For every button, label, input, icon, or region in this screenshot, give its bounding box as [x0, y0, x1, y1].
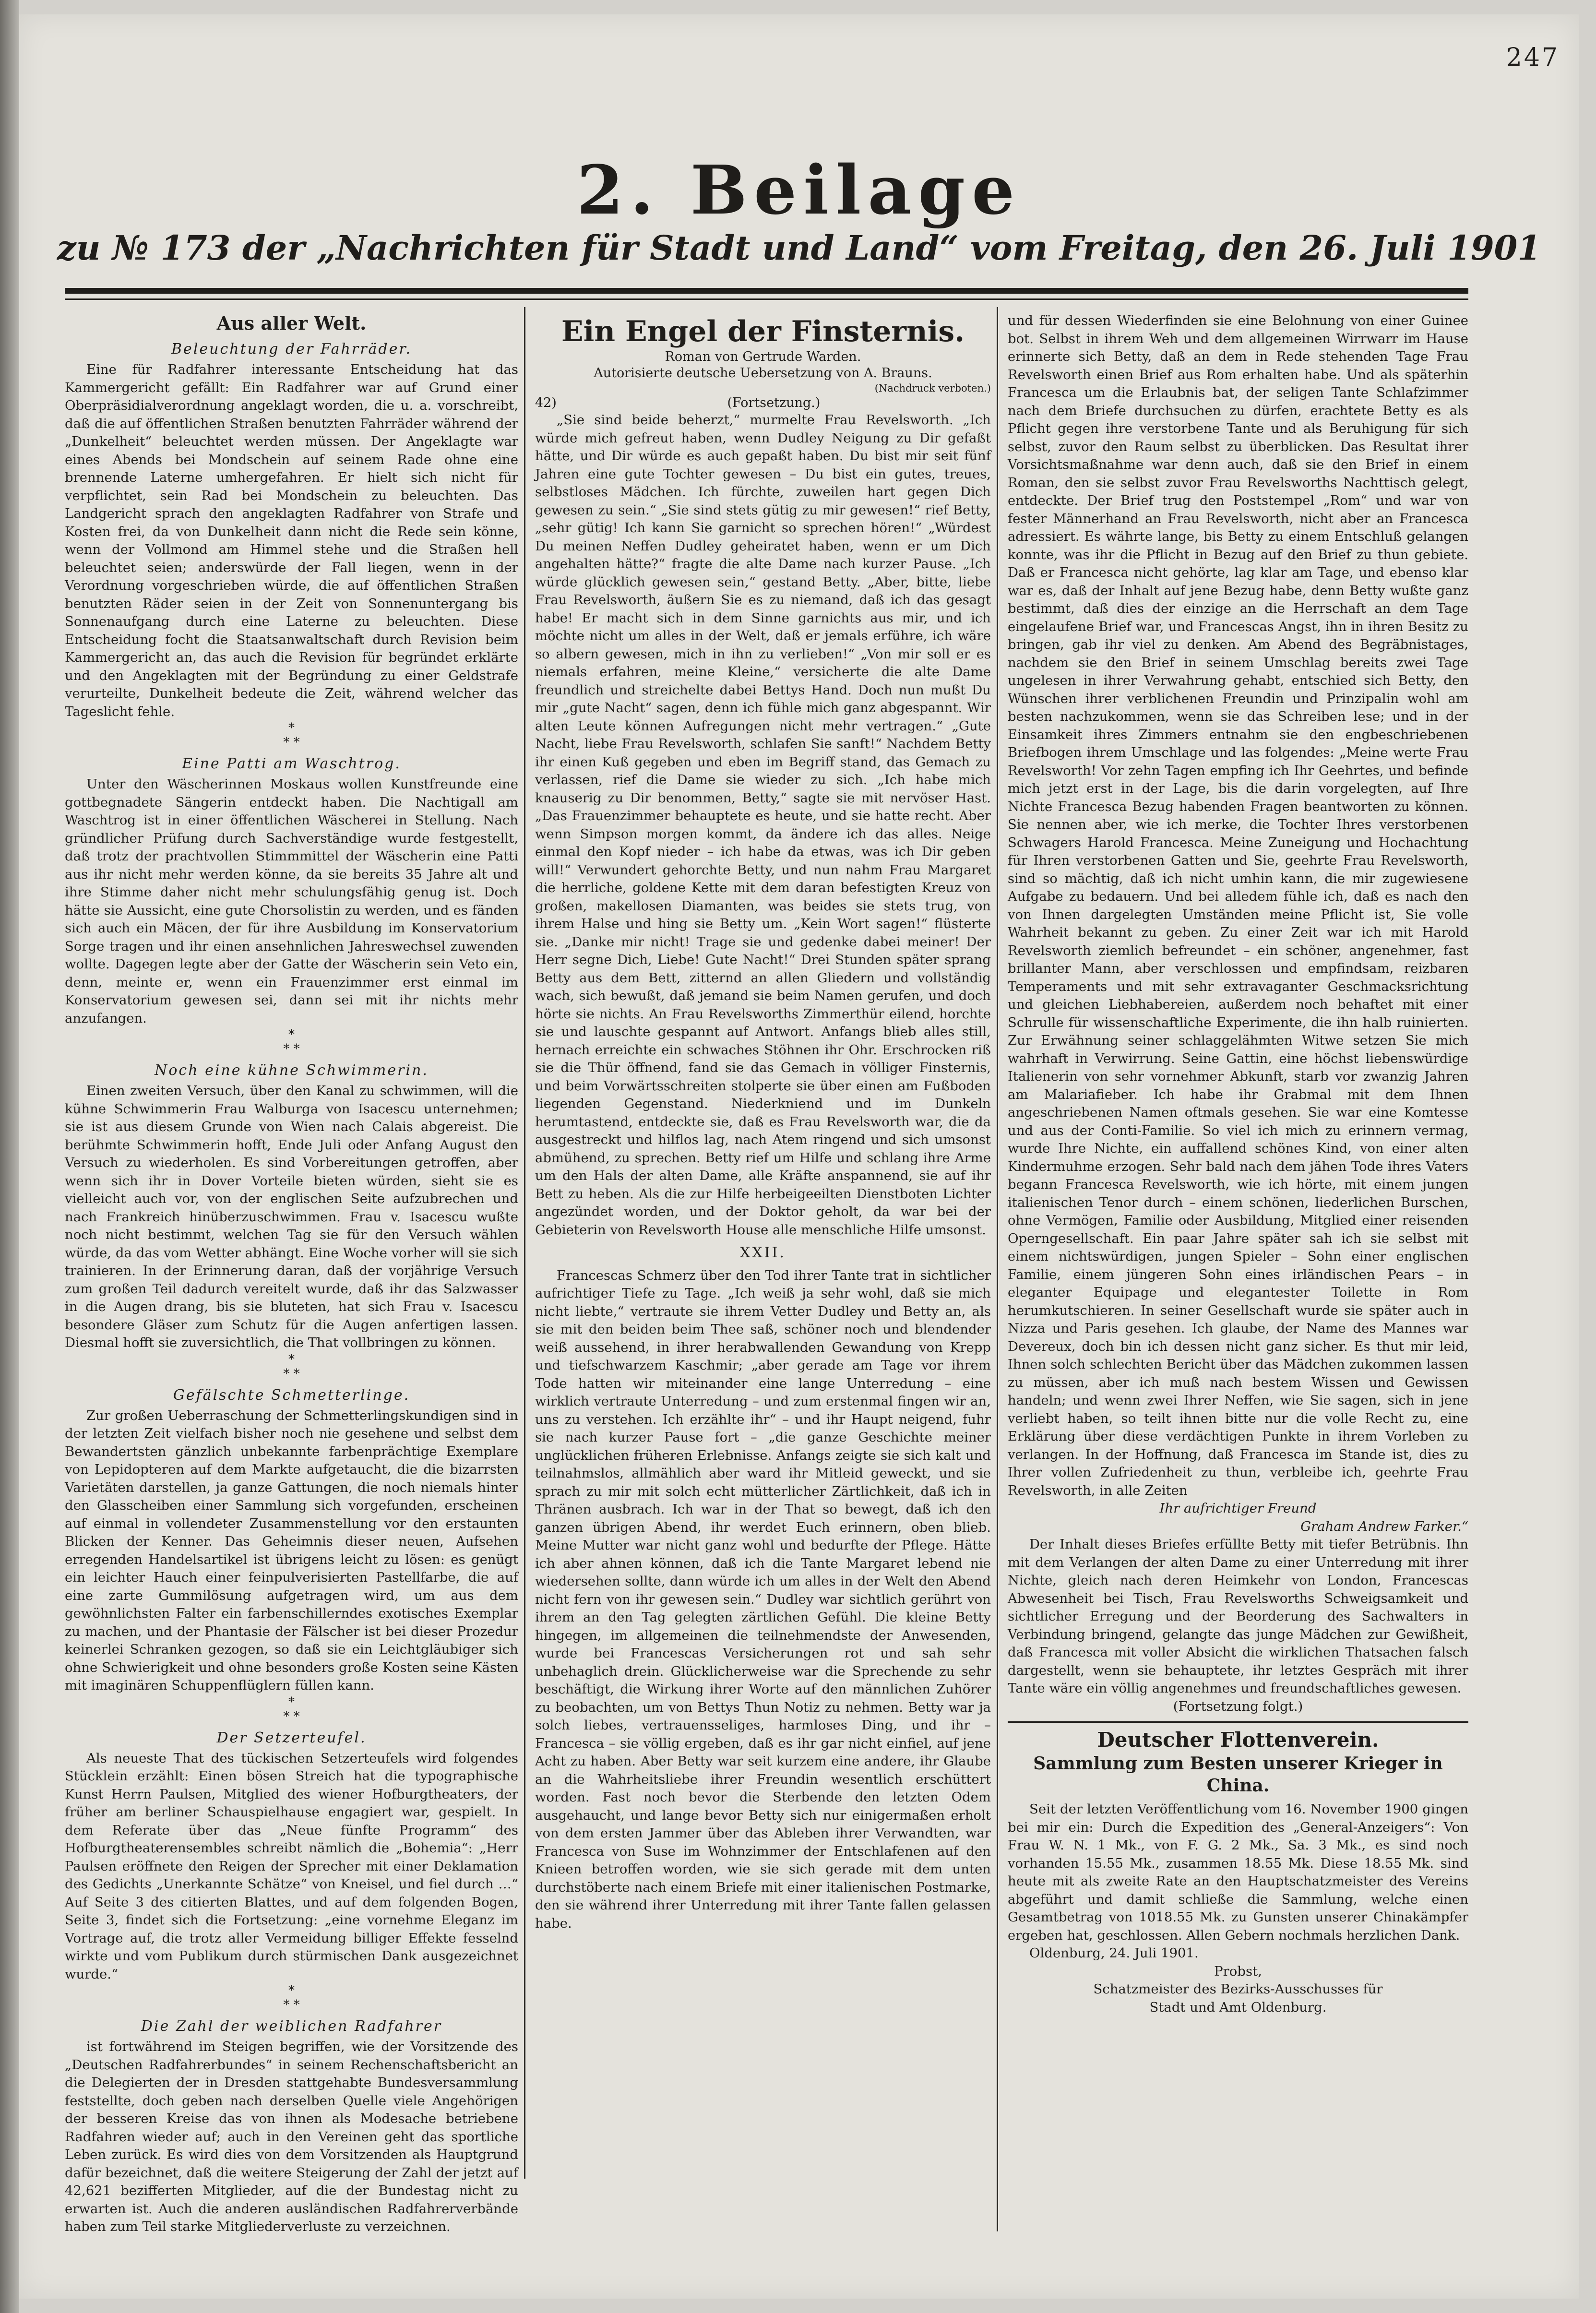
notice-subtitle: Sammlung zum Besten unserer Krieger in China. — [1033, 1753, 1443, 1796]
article-text: Eine für Radfahrer interessante Entscheidung hat das Kammergericht gefällt: Ein Radfahrer war auf Grund einer Oberpräsidialverordnung angeklagt worden, die u. a. vorschreibt, daß die auf öffentlichen Straßen benutzten Fahrräder während der „Dunkelheit“ beleuchtet werden müssen. Der Angeklagte war eines Abends bei Mondschein auf seinem Rade ohne eine brennende Laterne umhergefahren. Er hielt sich nicht für verpflichtet, sein Rad bei Mondschein zu beleuchten. Das Landgericht sprach den angeklagten Radfahrer von Strafe und Kosten frei, da von Dunkelheit dann nicht die Rede sein könne, wenn der Vollmond am Himmel stehe und die Straßen hell beleuchtet seien; anderswürde der Fall liegen, wenn in der Verordnung vorgeschrieben würde, die auf öffentlichen Straßen benutzten Räder seien in der Zeit von Sonnenuntergang bis Sonnenaufgang durch eine Laterne zu beleuchten. Diese Entscheidung focht die Staatsanwaltschaft durch Revision beim Kammergericht an, das auch die Revision für begründet erklärte und den Angeklagten mit der Begründung zu einer Geldstrafe verurteilte, Dunkelheit bedeute die Zeit, während welcher das Tageslicht fehle. — [65, 362, 518, 719]
article-separator: * * * — [283, 1352, 300, 1381]
novel-byline: Roman von Gertrude Warden. — [665, 349, 861, 364]
article-title: Eine Patti am Waschtrog. — [182, 755, 401, 772]
article-text: Einen zweiten Versuch, über den Kanal zu schwimmen, will die kühne Schwimmerin Frau Walburga von Isacescu unternehmen; sie ist aus diesem Grunde von Wien nach Calais abgereist. Die berühmte Schwimmerin hofft, Ende Juli oder Anfang August den Versuch zu wiederholen. Es sind Vorbereitungen getroffen, aber wenn sich ihr in Dover Vorteile bieten würden, sieht sie es vielleicht auch vor, von der englischen Seite aufzubrechen und nach Frankreich hinüberzuschwimmen. Frau v. Isacescu wußte noch nicht bestimmt, welchen Tag sie für den Versuch wählen würde, da das vom Wetter abhängt. Eine Woche vorher will sie sich trainieren. In der Erinnerung daran, daß der vorjährige Versuch zum großen Teil dadurch vereitelt wurde, daß ihr das Salzwasser in die Augen drang, bis sie bluteten, hat sich Frau v. Isacescu besondere Gläser zum Schutz für die Augen anfertigen lassen. Diesmal hofft sie zuversichtlich, die That vollbringen zu können. — [65, 1083, 518, 1350]
article-text: Unter den Wäscherinnen Moskaus wollen Kunstfreunde eine gottbegnadete Sängerin entdeckt haben. Die Nachtigall am Waschtrog ist in einer öffentlichen Wäscherei in Stellung. Nach gründlicher Prüfung durch Sachverständige wurde festgestellt, daß trotz der prachtvollen Stimmmittel der Wäscherin eine Patti aus ihr nicht mehr werden könne, da sie bereits 35 Jahre alt und ihre Stimme daher nicht mehr schulungsfähig genug ist. Doch hätte sie Aussicht, eine gute Chorsolistin zu werden, und es fänden sich auch ein Mäcen, der für ihre Ausbildung im Konservatorium Sorge tragen und ihr einen ansehnlichen Jahreswechsel zuwenden wollte. Dagegen legte aber der Gatte der Wäscherin sein Veto ein, denn, meinte er, wenn ein Frauenzimmer erst einmal im Konservatorium gewesen sei, dann sei mit ihr nichts mehr anzufangen. — [65, 776, 518, 1026]
notice-text: Seit der letzten Veröffentlichung vom 16. November 1900 gingen bei mir ein: Durch die Expedition des „General-Anzeigers“: Von Frau W. N. 1 Mk., von F. G. 2 Mk., Sa. 3 Mk., es sind noch vorhanden 15.55 Mk., zusammen 18.55 Mk. Diese 18.55 Mk. sind heute mit als zweite Rate an den Hauptschatzmeister des Vereins abgeführt und damit schließe die Sammlung, welche einen Gesamtbetrag von 1018.55 Mk. zu Gunsten unserer Chinakämpfer ergeben hat, geschlossen. Allen Gebern nochmals herzlichen Dank. — [1008, 1801, 1468, 1943]
installment-row — [535, 395, 991, 411]
article-text: Als neueste That des tückischen Setzerteufels wird folgendes Stücklein erzählt: Einen bösen Streich hat die typographische Kunst Herrn Paulsen, Mitglied des wiener Hofburgtheaters, der früher am berliner Schauspielhause engagiert war, gespielt. In dem Referate über das „Neue fünfte Programm“ des Hofburgtheaterensembles schreibt nämlich die „Bohemia“: „Herr Paulsen eröffnete den Reigen der Sprecher mit einer Deklamation des Gedichts „Unerkannte Schätze“ von Kneisel, und fiel durch …“ Auf Seite 3 des citierten Blattes, und auf dem folgenden Bogen, Seite 3, findet sich die Fortsetzung: „eine vornehme Eleganz im Vortrage auf, die trotz aller Vermeidung billiger Effekte fesselnd wirkte und vom Publikum durch stürmischen Dank ausgezeichnet wurde.“ — [65, 1750, 518, 1982]
article-separator: * * * — [283, 1694, 300, 1724]
article-title: Der Setzerteufel. — [216, 1729, 367, 1746]
masthead-rule — [65, 288, 1468, 294]
to-be-continued: (Fortsetzung folgt.) — [1173, 1698, 1303, 1714]
supplement-title: 2. Beilage — [576, 151, 1022, 230]
article-separator: * * * — [283, 721, 300, 750]
article-title: Gefälschte Schmetterlinge. — [173, 1386, 410, 1404]
reprint-note: (Nachdruck verboten.) — [874, 382, 991, 394]
page-number: 247 — [1506, 43, 1560, 72]
novel-text: Der Inhalt dieses Briefes erfüllte Betty mit tiefer Betrübnis. Ihn mit dem Verlangen der alten Dame zu einer Unterredung mit ihrer Nichte, gleich nach deren Heimkehr von London, Francescas Abwesenheit bei Tisch, Frau Revelsworths Schweigsamkeit und sichtlicher Erregung und der Beorderung des Sachwalters in Verbindung bringend, gelangte das junge Mädchen zur Gewißheit, daß Francesca mit voller Absicht die wirklichen Thatsachen falsch dargestellt, wenn sie behauptete, ihr letztes Gespräch mit ihrer Tante wäre ein völlig angenehmes und freundschaftliches gewesen. — [1008, 1537, 1468, 1696]
continuation-label: (Fortsetzung.) — [727, 395, 821, 410]
column-3 — [1008, 312, 1468, 2016]
column-2 — [535, 314, 991, 1932]
section-rule — [1008, 1721, 1468, 1723]
installment-number: 42) — [535, 395, 557, 410]
novel-translation: Autorisierte deutsche Uebersetzung von A. Brauns. — [594, 366, 932, 381]
letter-closing: Ihr aufrichtiger Freund — [1159, 1501, 1317, 1516]
masthead-subtitle: zu № 173 der „Nachrichten für Stadt und Land“ vom Freitag, den 26. Juli 1901 — [57, 228, 1541, 268]
letter-signature: Graham Andrew Farker.“ — [1300, 1518, 1468, 1534]
section-title: Aus aller Welt. — [216, 312, 367, 334]
novel-text: und für dessen Wiederfinden sie eine Belohnung von einer Guinee bot. Selbst in ihrem Weh und dem allgemeinen Wirrwarr im Hause erinnerte sich Betty, daß an dem in Rede stehenden Tage Frau Revelsworth einen Brief aus Rom erhalten habe. Und als späterhin Francesca um die Erlaubnis bat, der seligen Tante Schlafzimmer nach dem Briefe durchsuchen zu dürfen, erachtete Betty es als Pflicht gegen ihre verstorbene Tante und als Beruhigung für sich selbst, zuvor den Raum selbst zu überblicken. Das Resultat ihrer Vorsichtsmaßnahme war denn auch, daß sie den Brief in einem Roman, den sie selbst zuvor Frau Revelsworths Nachttisch gelegt, entdeckte. Der Brief trug den Poststempel „Rom“ und war von fester Männerhand an Frau Revelsworth, nicht aber an Francesca adressiert. Es währte lange, bis Betty zu einem Entschluß gelangen konnte, was ihr die Pflicht in Bezug auf den Brief zu thun gebiete. Daß er Francesca nicht gehörte, lag klar am Tage, und ebenso klar war es, daß der Inhalt auf jene Bezug habe, denn Betty wußte ganz bestimmt, daß dies der einzige an die Herrschaft an dem Tage eingelaufene Brief war, und Francescas Angst, ihn in ihren Besitz zu bringen, gab ihr viel zu denken. Am Abend des Begräbnistages, nachdem sie den Brief in seinem Umschlag bereits zwei Tage ungelesen in ihrer Verwahrung gehabt, entschied sich Betty, den Wünschen ihrer verblichenen Freundin und Prinzipalin wohl am besten nachzukommen, wenn sie das Schreiben lese; und in der Einsamkeit ihres Zimmers entnahm sie den engbeschriebenen Briefbogen ihrem Umschlage und las folgendes: „Meine werte Frau Revelsworth! Vor zehn Tagen empfing ich Ihr Geehrtes, und befinde mich jetzt erst in der Lage, bis die darin vorgelegten, auf Ihre Nichte Francesca Bezug habenden Fragen beantworten zu können. Sie nennen aber, wie ich merke, die Tochter Ihres verstorbenen Schwagers Harold Francesca. Meine Zuneigung und Hochachtung für Ihren verstorbenen Gatten und Sie, geehrte Frau Revelsworth, sind so mächtig, daß ich nicht umhin kann, die mir zugewiesene Aufgabe zu bedauern. Und bei alledem fühle ich, daß es nach den von Ihnen dargelegten Umständen meine Pflicht ist, Sie volle Wahrheit bekannt zu geben. Zu einer Zeit war ich mit Harold Revelsworth ziemlich befreundet – ein schöner, angenehmer, fast brillanter Mann, aber verschlossen und empfindsam, reizbaren Temperaments und mit sehr extravaganter Geschmacksrichtung und gleichen Liebhabereien, außerdem noch behaftet mit einer Schrulle für wissenschaftliche Experimente, die ihn halb ruinierten. Zur Erwähnung seiner schlaggelähmten Witwe setzen Sie mich wahrhaft in Verwirrung. Seine Gattin, eine höchst liebenswürdige Italienerin von sehr vornehmer Abkunft, starb vor zwanzig Jahren am Malariafieber. Ich habe ihr Grabmal mit dem Ihnen angeschriebenen Namen oftmals gesehen. Sie war eine Komtesse und aus der Conti-Familie. So viel ich mich zu erinnern vermag, wurde Ihre Nichte, ein auffallend schönes Kind, von einer alten Kindermuhme erzogen. Sehr bald nach dem jähen Tode ihres Vaters begann Francesca Revelsworth, wie ich hörte, mit einem jungen italienischen Tenor durch – einem schönen, liederlichen Burschen, ohne Vermögen, Familie oder Ausbildung, Mitglied einer reisenden Operngesellschaft. Ein paar Jahre später sah ich sie selbst mit einem nichtswürdigen, jungen Spieler – Sohn einer englischen Familie, einem jüngeren Sohn eines irländischen Pears – in eleganter Equipage und elegantester Toilette in Rom herumkutschieren. In seiner Gesellschaft wurde sie später auch in Nizza und Paris gesehen. Ich glaube, der Name des Mannes war Devereux, doch bin ich dessen nicht ganz sicher. Es thut mir leid, Ihnen solch schlechten Bericht über das Mädchen zukommen lassen zu müssen, aber ich muß nach bestem Wissen und Gewissen handeln; und wenn zwei Ihrer Neffen, wie Sie sagen, sich in jene verliebt haben, so teilt ihnen bitte nur die volle Recht zu, eine Erklärung über diese verdächtigen Punkte in ihrem Vorleben zu verlangen. In der Hoffnung, daß Francesca im Stande ist, dies zu Ihrer vollen Zufriedenheit zu thun, verbleibe ich, geehrte Frau Revelsworth, in alle Zeiten — [1008, 313, 1468, 1498]
article-separator: * * * — [283, 1983, 300, 2012]
notice-title: Deutscher Flottenverein. — [1097, 1728, 1379, 1752]
notice-place-date: Oldenburg, 24. Juli 1901. — [1029, 1945, 1199, 1961]
article-title: Beleuchtung der Fahrräder. — [171, 341, 412, 358]
page-binding-edge — [0, 0, 19, 2313]
notice-signature-org: Stadt und Amt Oldenburg. — [1149, 1999, 1327, 2015]
novel-text: „Sie sind beide beherzt,“ murmelte Frau Revelsworth. „Ich würde mich gefreut haben, wenn Dudley Neigung zu Dir gefaßt hätte, und Dir würde es auch gepaßt haben. Du bist mir seit fünf Jahren eine gute Tochter gewesen – Du bist ein gutes, treues, selbstloses Mädchen. Ich fürchte, zuweilen hart gegen Dich gewesen zu sein.“ „Sie sind stets gütig zu mir gewesen!“ rief Betty, „sehr gütig! Ich kann Sie garnicht so sprechen hören!“ „Würdest Du meinen Neffen Dudley geheiratet haben, wenn er um Dich angehalten hätte?“ fragte die alte Dame nach kurzer Pause. „Ich würde glücklich gewesen sein,“ gestand Betty. „Aber, bitte, liebe Frau Revelsworth, äußern Sie es zu niemand, daß ich das gesagt habe! Er macht sich in dem Sinne garnichts aus mir, und ich möchte nicht um alles in der Welt, daß er jemals erführe, ich wäre so albern gewesen, mich in ihn zu verlieben!“ „Von mir soll er es niemals erfahren, meine Kleine,“ versicherte die alte Dame freundlich und streichelte dabei Bettys Hand. Doch nun mußt Du mir „gute Nacht“ sagen, denn ich fühle mich ganz abgespannt. Wir alten Leute können Aufregungen nicht mehr vertragen.“ „Gute Nacht, liebe Frau Revelsworth, schlafen Sie sanft!“ Nachdem Betty ihr einen Kuß gegeben und eben im Begriff stand, das Gemach zu verlassen, rief die Dame sie wieder zu sich. „Ich habe mich knauserig zu Dir benommen, Betty,“ sagte sie mit nervöser Hast. „Das Frauenzimmer behauptete es heute, und sie hatte recht. Aber wenn Simpson morgen kommt, da ändere ich das alles. Neige einmal den Kopf nieder – ich habe da etwas, was ich Dir geben will!“ Verwundert gehorchte Betty, und nun nahm Frau Margaret die herrliche, goldene Kette mit dem daran befestigten Kreuz von großen, makellosen Diamanten, was beides sie stets trug, von ihrem Halse und hing sie Betty um. „Kein Wort sagen!“ flüsterte sie. „Danke mir nicht! Trage sie und gedenke dabei meiner! Der Herr segne Dich, Liebe! Gute Nacht!“ Drei Stunden später sprang Betty aus dem Bett, zitternd an allen Gliedern und vollständig wach, sich bewußt, daß jemand sie beim Namen gerufen, und doch hörte sie nichts. An Frau Revelsworths Zimmerthür eilend, horchte sie und lauschte gespannt auf Antwort. Anfangs blieb alles still, hernach erreichte ein schwaches Stöhnen ihr Ohr. Erschrocken riß sie die Thür öffnend, fand sie das Gemach in völliger Finsternis, und beim Vorwärtsschreiten stolperte sie über einen am Fußboden liegenden Gegenstand. Niederkniend und im Dunkeln herumtastend, entdeckte sie, daß es Frau Revelsworth war, die da ausgestreckt und hilflos lag, nach Atem ringend und sich umsonst abmühend, zu sprechen. Betty rief um Hilfe und schlang ihre Arme um den Hals der alten Dame, alle Kräfte anspannend, sie auf ihr Bett zu heben. Als die zur Hilfe herbeigeeilten Dienstboten Lichter angezündet worden, und der Doktor geholt, da war bei der Gebieterin von Revelsworth House alle menschliche Hilfe umsonst. — [535, 412, 991, 1238]
column-divider — [524, 307, 525, 2179]
chapter-number: XXII. — [740, 1244, 786, 1261]
article-title: Die Zahl der weiblichen Radfahrer — [141, 2018, 442, 2035]
masthead-rule-thin — [65, 298, 1468, 300]
newspaper-page — [19, 14, 1579, 2299]
article-text: ist fortwährend im Steigen begriffen, wie der Vorsitzende des „Deutschen Radfahrerbundes“ in seinem Rechenschaftsbericht an die Delegierten der in Dresden stattgehabte Bundesversammlung feststellte, doch geben nach derselben Quelle viele Angehörigen der besseren Kreise das von ihnen als Modesache betriebene Radfahren wieder auf; auch in den Vereinen geht das sportliche Leben zurück. Es wird dies von dem Vorsitzenden als Hauptgrund dafür bezeichnet, daß die weitere Steigerung der Zahl der jetzt auf 42,621 bezifferten Mitglieder, auf die der Bundestag nicht zu erwarten ist. Auch die anderen ausländischen Radfahrerverbände haben zum Teil starke Mitgliederverluste zu verzeichnen. — [65, 2039, 518, 2234]
article-title: Noch eine kühne Schwimmerin. — [155, 1062, 429, 1079]
novel-title: Ein Engel der Finsternis. — [561, 315, 965, 348]
column-divider — [997, 307, 998, 2231]
notice-signature: Probst, — [1214, 1963, 1262, 1979]
novel-text: Francescas Schmerz über den Tod ihrer Tante trat in sichtlicher aufrichtiger Tiefe zu Tage. „Ich weiß ja sehr wohl, daß sie mich nicht liebte,“ vertraute sie ihrem Vetter Dudley und Betty an, als sie mit den beiden beim Thee saß, schöner noch und blendender weiß aussehend, in ihrer herabwallenden Gewandung von Krepp und tiefschwarzem Kaschmir; „aber gerade am Tage vor ihrem Tode hatten wir miteinander eine lange Unterredung – eine wirklich vertraute Unterredung – und zum erstenmal fingen wir an, uns zu verstehen. Ich erzählte ihr“ – und ihr Haupt neigend, fuhr sie nach kurzer Pause fort – „die ganze Geschichte meiner unglücklichen früheren Erlebnisse. Anfangs zeigte sie sich kalt und teilnahmslos, allmählich aber ward ihr Mitleid geweckt, und sie sprach zu mir mit solch echt mütterlicher Zärtlichkeit, daß ich in Thränen ausbrach. Ich war in der That so bewegt, daß ich den ganzen übrigen Abend, ihr werdet Euch erinnern, oben blieb. Meine Mutter war nicht ganz wohl und bedurfte der Pflege. Hätte ich aber ahnen können, daß ich die Tante Margaret lebend nie wiedersehen sollte, dann würde ich um alles in der Welt den Abend nicht fern von ihr gewesen sein.“ Dudley war sichtlich gerührt von ihrem an den Tag gelegten zärtlichen Gefühl. Die kleine Betty hingegen, im allgemeinen die teilnehmendste der Anwesenden, wurde bei Francescas Versicherungen rot und sah sehr unbehaglich drein. Glücklicherweise war die Sprechende zu sehr beschäftigt, die Wirkung ihrer Worte auf den männlichen Zuhörer zu beobachten, um von Bettys Thun Notiz zu nehmen. Betty war ja solch liebes, vertrauensseliges, harmloses Ding, und ihr – Francesca – sie völlig ergeben, daß es ihr gar nicht einfiel, auf jene Acht zu haben. Aber Betty war seit kurzem eine andere, ihr Glaube an die Wahrheitsliebe ihrer Freundin wesentlich erschüttert worden. Fast noch bevor die Sterbende den letzten Odem ausgehaucht, und lange bevor Betty sich nur einigermaßen erholt von dem ersten Jammer über das Ableben ihrer Verwandten, war Francesca von Suse im Wohnzimmer der Entschlafenen auf den Knieen betroffen worden, wie sie sich gerade mit dem unten durchstöberte nach einem Briefe mit einer italienischen Postmarke, den sie während ihrer Unterredung mit ihrer Tante fallen gelassen habe. — [535, 1267, 991, 1931]
column-1 — [65, 312, 518, 2236]
notice-signature-title: Schatzmeister des Bezirks-Ausschusses für — [1093, 1981, 1383, 1997]
article-text: Zur großen Ueberraschung der Schmetterlingskundigen sind in der letzten Zeit vielfach bisher noch nie gesehene und selbst dem Bewandertsten gänzlich unbekannte farbenprächtige Exemplare von Lepidopteren auf dem Markte aufgetaucht, die die bizarrsten Varietäten darstellen, ja ganze Gattungen, die noch niemals hinter den Glasscheiben einer Sammlung sich vorgefunden, erscheinen auf einmal in vollendeter Zusammenstellung vor den erstaunten Blicken der Kenner. Das Geheimnis dieser neuen, Aufsehen erregenden Handelsartikel ist übrigens leicht zu lösen: es genügt ein leichter Hauch einer feinpulverisierten Pastellfarbe, die auf eine zarte Gummilösung aufgetragen wird, um aus dem gewöhnlichsten Falter ein farbenschillerndes exotisches Exemplar zu machen, und der Phantasie der Fälscher ist bei dieser Prozedur keinerlei Schranken gezogen, so daß sie ein Leichtgläubiger sich ohne Schwierigkeit und ohne besonders große Kosten seine Kästen mit imaginären Schuppenflüglern füllen kann. — [65, 1407, 518, 1693]
article-separator: * * * — [283, 1027, 300, 1056]
